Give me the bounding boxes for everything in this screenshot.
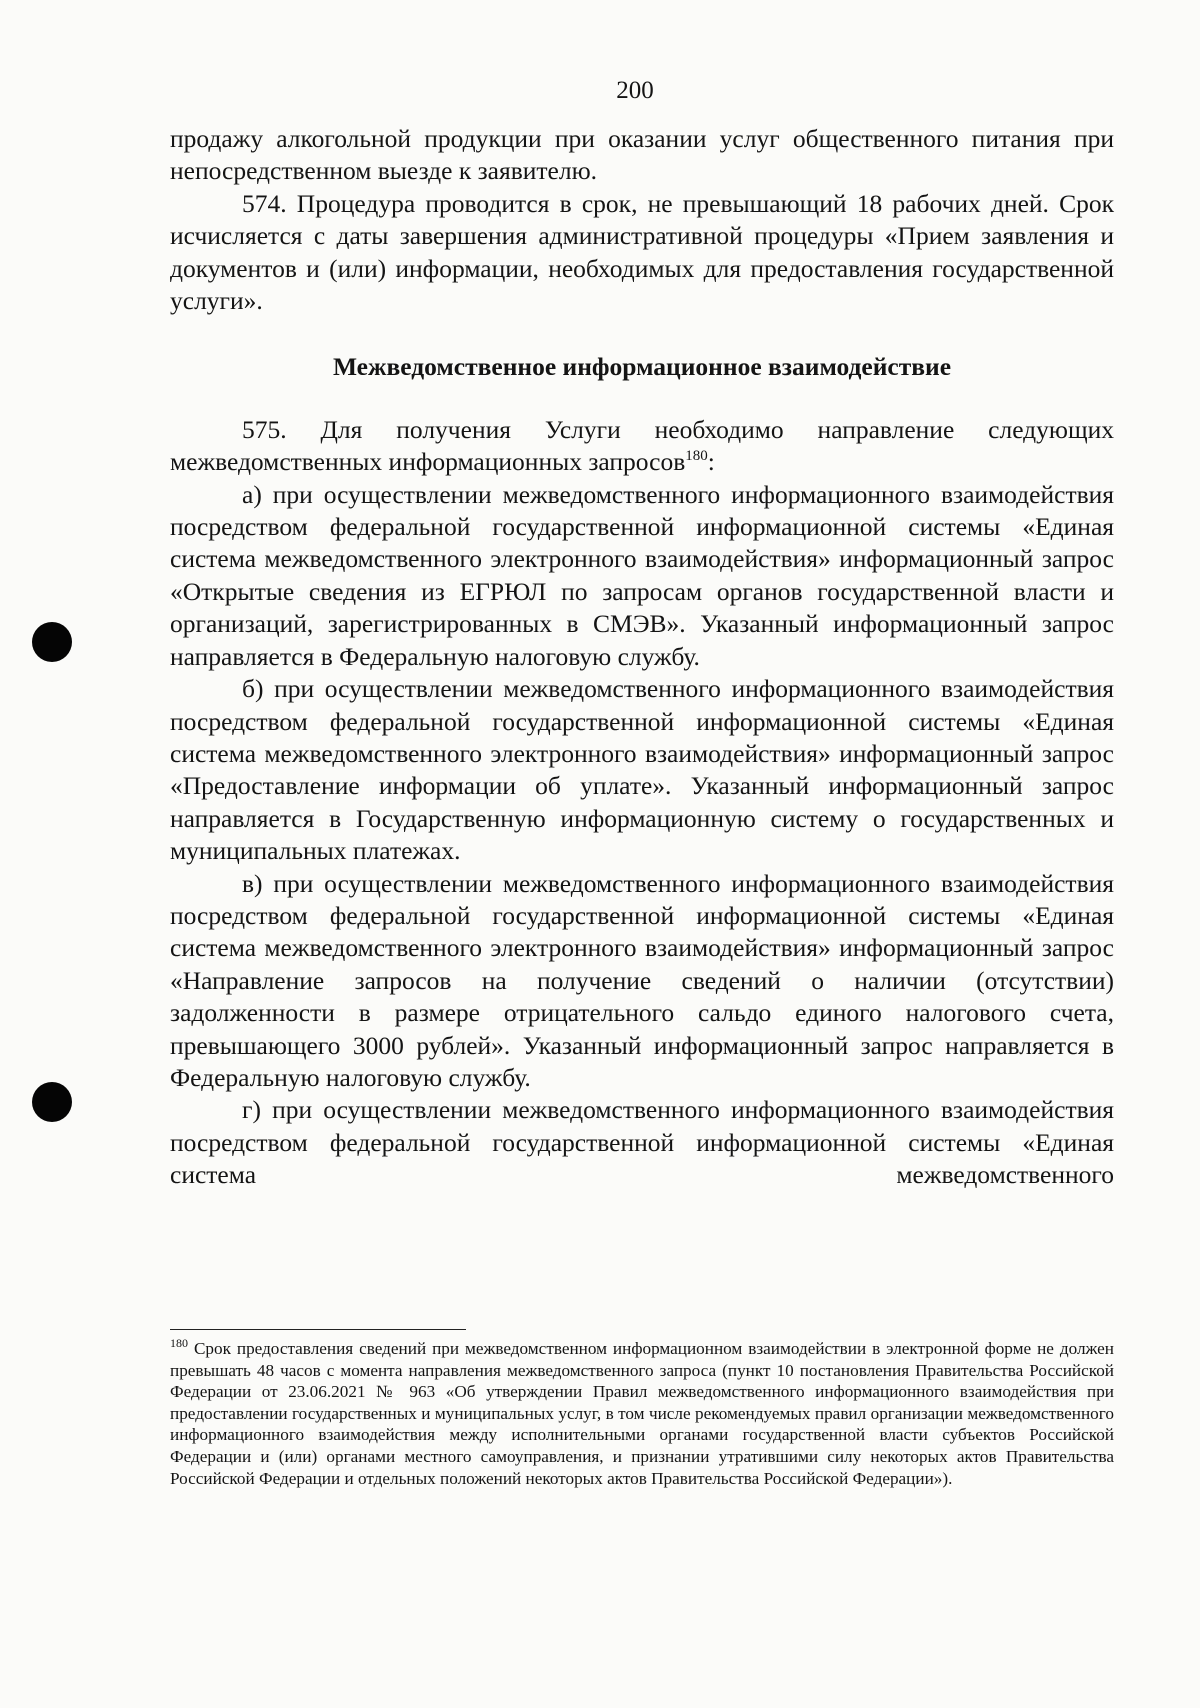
punch-hole-mark — [32, 622, 72, 662]
list-item-g: г) при осуществлении межведомственного информационного взаимодействия посредством федеральной государственной информационной системы «Единая система межведомственного — [170, 1095, 1114, 1190]
footnote-divider — [170, 1329, 466, 1330]
footnote-reference[interactable]: 180 — [685, 448, 708, 465]
footnote-marker: 180 — [170, 1336, 188, 1350]
list-item-b: б) при осуществлении межведомственного информационного взаимодействия посредством федеральной государственной информационной системы «Единая система межведомственного электронного взаимодействия» информационный запрос «Предоставление информации об уплате». Указанный информационный запрос направляется в Государственную информационную систему о государственных и муниципальных платежах. — [170, 674, 1114, 866]
list-item-v: в) при осуществлении межведомственного информационного взаимодействия посредством федеральной государственной информационной системы «Единая система межведомственного электронного взаимодействия» информационный запрос «Направление запросов на получение сведений о наличии (отсутствии) задолженности в размере отрицательного сальдо единого налогового счета, превышающего 3000 рублей». Указанный информационный запрос направляется в Федеральную налоговую службу. — [170, 868, 1114, 1092]
section-heading: Межведомственное информационное взаимодействие — [332, 352, 952, 382]
footnote-text: Срок предоставления сведений при межведомственном информационном взаимодействии в электронной форме не должен превышать 48 часов с момента направления межведомственного запроса (пункт 10 постановления Правительства Российской Федерации от 23.06.2021 № 963 «Об утверждении Правил межведомственного информационного взаимодействия при предоставлении государственных и муниципальных услуг, в том числе рекомендуемых правил организации межведомственного информационного взаимодействия между исполнительными органами государственной власти субъектов Российской Федерации и (или) органами местного самоуправления, и признании утратившими силу некоторых актов Правительства Российской Федерации и отдельных положений некоторых актов Правительства Российской Федерации»). — [170, 1339, 1114, 1488]
page-number: 200 — [616, 77, 654, 104]
list-item-a: а) при осуществлении межведомственного информационного взаимодействия посредством федеральной государственной информационной системы «Единая система межведомственного электронного взаимодействия» информационный запрос «Открытые сведения из ЕГРЮЛ по запросам органов государственной власти и организаций, зарегистрированных в СМЭВ». Указанный информационный запрос направляется в Федеральную налоговую службу. — [170, 479, 1114, 671]
footnote — [170, 1338, 1114, 1489]
paragraph-575-end: : — [707, 447, 715, 477]
punch-hole-mark — [32, 1082, 72, 1122]
paragraph-575 — [170, 414, 1114, 479]
paragraph-continued: продажу алкогольной продукции при оказании услуг общественного питания при непосредственном выезде к заявителю. — [170, 124, 1114, 186]
body-text — [170, 123, 1114, 1192]
paragraph-574: 574. Процедура проводится в срок, не превышающий 18 рабочих дней. Срок исчисляется с даты завершения административной процедуры «Прием заявления и документов и (или) информации, необходимых для предоставления государственной услуги». — [170, 188, 1114, 316]
paragraph-575-text: 575. Для получения Услуги необходимо направление следующих межведомственных информационных запросов — [170, 414, 1114, 477]
